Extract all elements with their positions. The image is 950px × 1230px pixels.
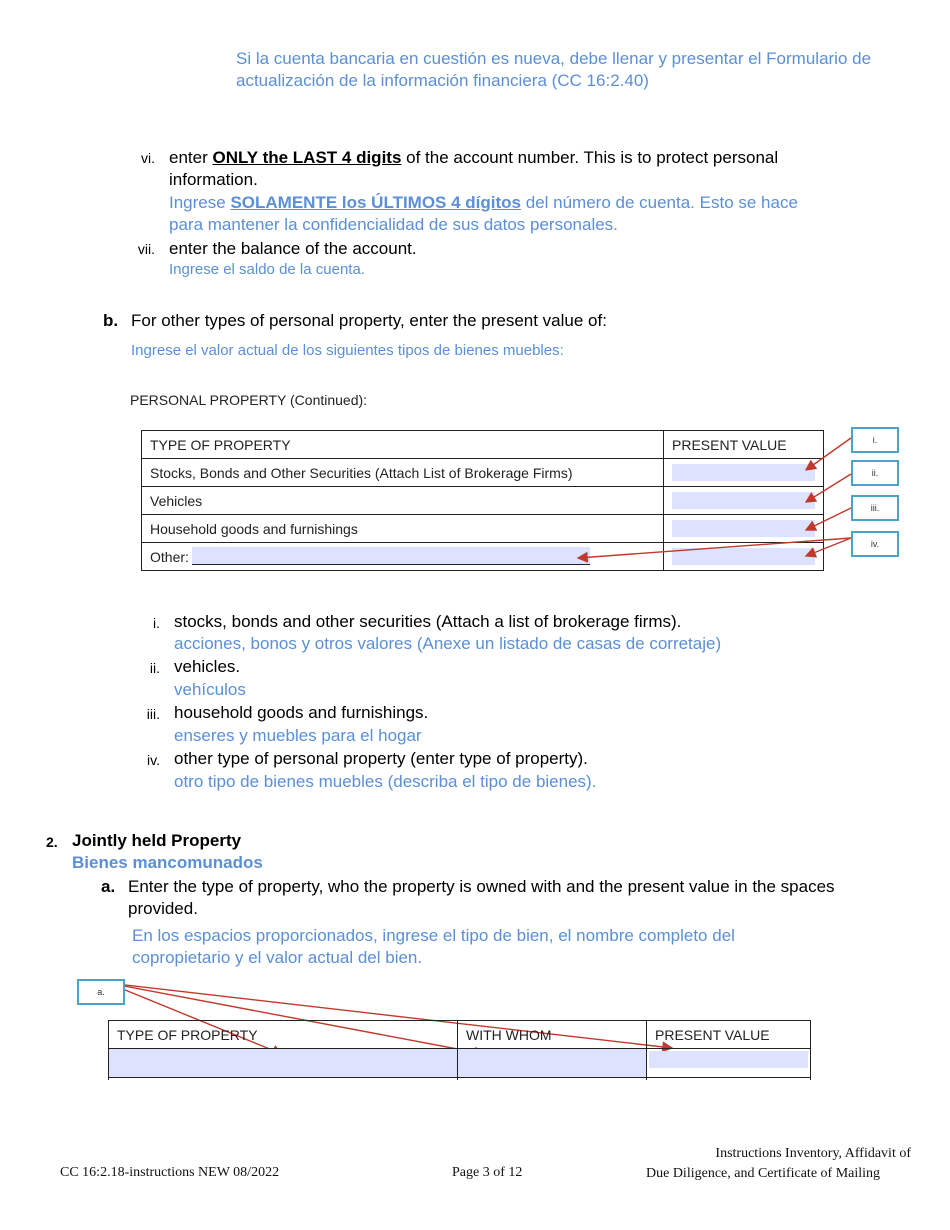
section-a-es: En los espacios proporcionados, ingrese el tipo de bien, el nombre completo del copropietario y el valor actual del bien. — [132, 926, 735, 967]
row-label: Other: — [150, 548, 189, 565]
row-label: Vehicles — [142, 487, 664, 515]
arrow-i — [806, 438, 851, 470]
footer-page-number: Page 3 of 12 — [452, 1165, 523, 1180]
header-type: TYPE OF PROPERTY — [109, 1021, 458, 1049]
callout-i: i. — [851, 427, 899, 453]
list-item-es: otro tipo de bienes muebles (describa el tipo de bienes). — [174, 772, 597, 791]
header-value: PRESENT VALUE — [647, 1021, 811, 1049]
list-number: iii. — [146, 706, 160, 722]
row-label: Stocks, Bonds and Other Securities (Attach List of Brokerage Firms) — [142, 459, 664, 487]
section-number: 2. — [46, 834, 58, 850]
header-with: WITH WHOM — [458, 1021, 647, 1049]
section-title-es: Bienes mancomunados — [72, 853, 263, 872]
joint-type-field[interactable] — [109, 1049, 457, 1077]
joint-value-field[interactable] — [649, 1051, 808, 1068]
list-number: iv. — [147, 752, 160, 768]
section-letter: b. — [103, 311, 119, 330]
emphasis-text-es: SOLAMENTE los ÚLTIMOS 4 dígitos — [230, 193, 522, 212]
list-item-vii-es: Ingrese el saldo de la cuenta. — [169, 261, 365, 278]
header-type: TYPE OF PROPERTY — [142, 431, 664, 459]
header-value: PRESENT VALUE — [664, 431, 824, 459]
section-a-en: Enter the type of property, who the property is owned with and the present value in the spaces provided. — [128, 877, 835, 918]
table-row — [109, 1049, 811, 1078]
list-item-es: enseres y muebles para el hogar — [174, 726, 422, 745]
list-item-en: other type of personal property (enter type of property). — [174, 749, 588, 768]
list-item-es: vehículos — [174, 680, 246, 699]
list-number: i. — [153, 615, 160, 631]
arrow-iii — [806, 508, 851, 530]
emphasis-text: ONLY the LAST 4 digits — [212, 148, 402, 167]
jointly-held-table — [108, 1020, 811, 1080]
list-item-vii-en: enter the balance of the account. — [169, 239, 417, 258]
footer-form-id: CC 16:2.18-instructions NEW 08/2022 — [60, 1165, 280, 1180]
list-item-es: acciones, bonos y otros valores (Anexe un listado de casas de corretaje) — [174, 634, 722, 653]
callout-iv: iv. — [851, 531, 899, 557]
callout-a: a. — [77, 979, 125, 1005]
section-title-en: Jointly held Property — [72, 831, 242, 850]
arrow-ii — [806, 474, 851, 502]
joint-with-field[interactable] — [458, 1049, 646, 1077]
list-item-vi-en: enter ONLY the LAST 4 digits of the account number. This is to protect personal information. — [169, 148, 779, 189]
callout-ii: ii. — [851, 460, 899, 486]
pp-table-caption: PERSONAL PROPERTY (Continued): — [130, 392, 368, 408]
table-header-row — [109, 1021, 811, 1049]
list-number: ii. — [149, 660, 160, 676]
section-letter: a. — [101, 877, 116, 896]
list-item-en: household goods and furnishings. — [174, 703, 429, 722]
row-label: Household goods and furnishings — [142, 515, 664, 543]
list-number: vi. — [141, 150, 155, 166]
list-number: vii. — [137, 241, 155, 257]
section-b-en: For other types of personal property, enter the present value of: — [131, 311, 607, 330]
list-item-en: stocks, bonds and other securities (Attach a list of brokerage firms). — [174, 612, 682, 631]
intro-note-es: Si la cuenta bancaria en cuestión es nueva, debe llenar y presentar el Formulario de actualización de la información financiera (CC 16:2.40) — [236, 49, 872, 90]
list-item-en: vehicles. — [174, 657, 241, 676]
callout-iii: iii. — [851, 495, 899, 521]
footer-doc-title: Instructions Inventory, Affidavit of Due Diligence, and Certificate of Mailing — [646, 1146, 911, 1181]
section-b-es: Ingrese el valor actual de los siguientes tipos de bienes muebles: — [131, 342, 564, 359]
list-item-vi-es: Ingrese SOLAMENTE los ÚLTIMOS 4 dígitos del número de cuenta. Esto se hace para mantener la confidencialidad de sus datos personales. — [169, 193, 798, 234]
